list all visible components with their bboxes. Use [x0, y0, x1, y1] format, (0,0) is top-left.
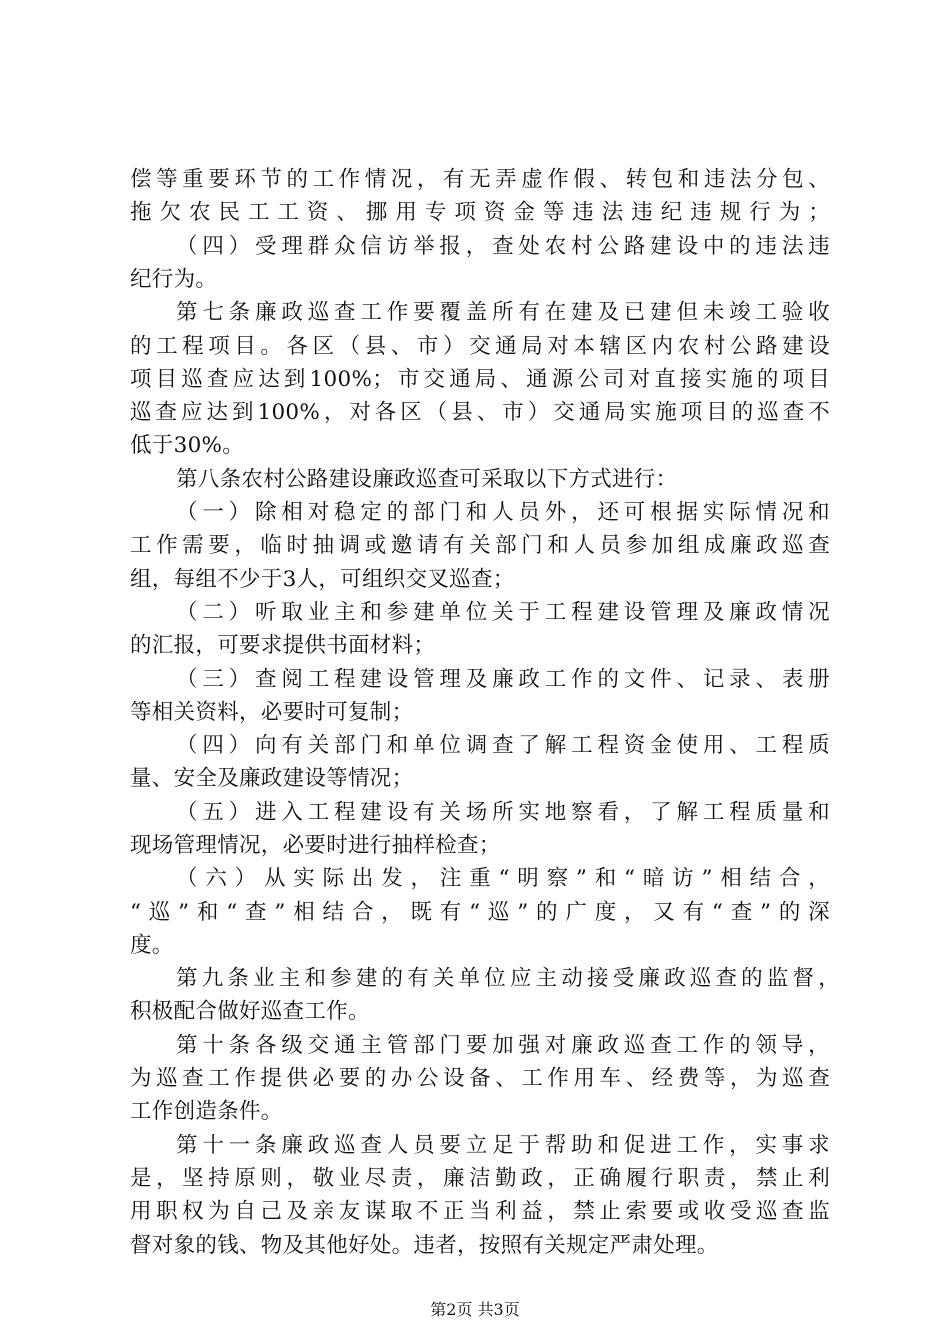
text-line: （四）向有关部门和单位调查了解工程资金使用、工程质	[176, 733, 830, 758]
text-line: 第十一条廉政巡查人员要立足于帮助和促进工作，实事求	[176, 1133, 830, 1158]
text-line: （四）受理群众信访举报，查处农村公路建设中的违法违	[176, 234, 830, 259]
text-line: （六）从实际出发，注重“明察”和“暗访”相结合，	[176, 866, 830, 891]
text-line: 第七条廉政巡查工作要覆盖所有在建及已建但未竣工验收	[176, 300, 830, 325]
text-line: （五）进入工程建设有关场所实地察看，了解工程质量和	[176, 800, 830, 825]
text-line: （三）查阅工程建设管理及廉政工作的文件、记录、表册	[176, 667, 830, 692]
text-line: 的汇报，可要求提供书面材料；	[130, 633, 436, 658]
text-line: 第十条各级交通主管部门要加强对廉政巡查工作的领导，	[176, 1033, 830, 1058]
text-line: 等相关资料，必要时可复制；	[130, 700, 414, 725]
text-line: 现场管理情况，必要时进行抽样检查；	[130, 833, 501, 858]
text-line: 为巡查工作提供必要的办公设备、工作用车、经费等，为巡查	[130, 1066, 830, 1091]
text-line: 项目巡查应达到100%；市交通局、通源公司对直接实施的项目	[130, 367, 830, 392]
text-line: 是，坚持原则，敬业尽责，廉洁勤政，正确履行职责，禁止利	[130, 1166, 830, 1191]
text-line: 纪行为。	[130, 267, 218, 292]
text-line: 拖欠农民工工资、挪用专项资金等违法违纪违规行为；	[130, 200, 830, 225]
text-line: （一）除相对稳定的部门和人员外，还可根据实际情况和	[176, 500, 830, 525]
text-line: 偿等重要环节的工作情况，有无弄虚作假、转包和违法分包、	[130, 167, 830, 192]
text-line: （二）听取业主和参建单位关于工程建设管理及廉政情况	[176, 600, 830, 625]
text-line: 积极配合做好巡查工作。	[130, 999, 370, 1024]
text-line: 巡查应达到100%，对各区（县、市）交通局实施项目的巡查不	[130, 400, 830, 425]
text-line: 用职权为自己及亲友谋取不正当利益，禁止索要或收受巡查监	[130, 1199, 830, 1224]
text-line: 量、安全及廉政建设等情况；	[130, 766, 414, 791]
page-footer: 第2页 共3页	[430, 1300, 520, 1319]
text-line: 第八条农村公路建设廉政巡查可采取以下方式进行：	[176, 467, 678, 492]
text-line: 低于30%。	[130, 433, 245, 458]
text-line: 工作需要，临时抽调或邀请有关部门和人员参加组成廉政巡查	[130, 533, 830, 558]
text-line: 督对象的钱、物及其他好处。违者，按照有关规定严肃处理。	[130, 1233, 719, 1258]
text-line: 工作创造条件。	[130, 1099, 283, 1124]
text-line: 度。	[130, 933, 174, 958]
text-line: “巡”和“查”相结合，既有“巡”的广度，又有“查”的深	[130, 900, 830, 925]
text-line: 组，每组不少于3人，可组织交叉巡查；	[130, 567, 515, 592]
text-line: 第九条业主和参建的有关单位应主动接受廉政巡查的监督，	[176, 966, 840, 991]
text-line: 的工程项目。各区（县、市）交通局对本辖区内农村公路建设	[130, 334, 830, 359]
